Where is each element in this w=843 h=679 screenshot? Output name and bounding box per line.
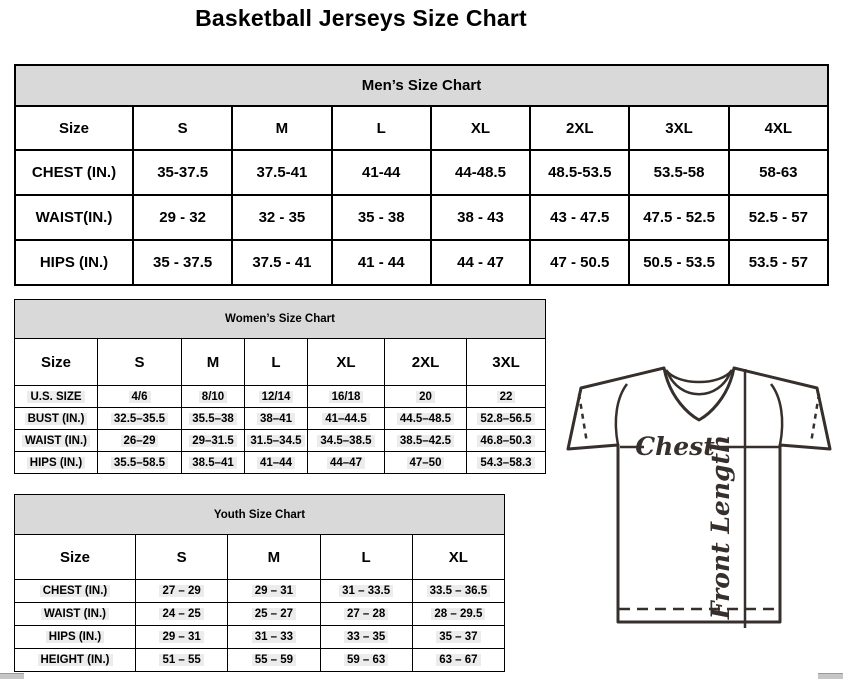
table-row — [15, 408, 546, 430]
cell-text: 33.5 – 36.5 — [427, 585, 491, 597]
column-header: L — [332, 106, 431, 150]
cell — [182, 452, 245, 474]
jersey-measurement-diagram — [556, 357, 841, 637]
cell: 37.5-41 — [232, 150, 331, 195]
row-label-text: HIPS (IN.) — [46, 631, 104, 643]
column-header: Size — [15, 535, 136, 580]
table-row — [15, 580, 505, 603]
cell-text: 35 – 37 — [436, 631, 480, 643]
column-header: 3XL — [629, 106, 728, 150]
cell-text: 38–41 — [257, 413, 295, 425]
cell-text: 25 – 27 — [252, 608, 296, 620]
cell-text: 55 – 59 — [252, 654, 296, 666]
column-header: XL — [431, 106, 530, 150]
cell-text: 47–50 — [407, 457, 445, 469]
left-cuff-stitching — [579, 394, 587, 443]
column-header: S — [98, 339, 182, 386]
table-row — [15, 430, 546, 452]
cell — [412, 580, 504, 603]
cell — [245, 386, 308, 408]
cell-text: 59 – 63 — [344, 654, 388, 666]
column-header: L — [245, 339, 308, 386]
right-cuff-stitching — [811, 394, 819, 443]
left-sleeve-seam — [616, 384, 627, 445]
cell-text: 4/6 — [129, 391, 151, 403]
row-label-text: WAIST (IN.) — [22, 435, 90, 447]
cell — [308, 430, 385, 452]
column-header: 4XL — [729, 106, 828, 150]
column-header: L — [320, 535, 412, 580]
row-label — [15, 603, 136, 626]
row-label — [15, 580, 136, 603]
row-label: CHEST (IN.) — [15, 150, 133, 195]
cell — [412, 649, 504, 672]
cell — [136, 649, 228, 672]
right-sleeve-seam — [771, 384, 782, 445]
cell-text: 20 — [416, 391, 435, 403]
cell: 38 - 43 — [431, 195, 530, 240]
cell — [182, 430, 245, 452]
row-label-text: HEIGHT (IN.) — [38, 654, 113, 666]
cell: 43 - 47.5 — [530, 195, 629, 240]
cell: 52.5 - 57 — [729, 195, 828, 240]
front-length-label: Front Length — [706, 434, 735, 620]
column-header: M — [232, 106, 331, 150]
jersey-outline-icon — [568, 368, 830, 622]
cell: 47 - 50.5 — [530, 240, 629, 285]
cell-text: 24 – 25 — [159, 608, 203, 620]
cell: 44 - 47 — [431, 240, 530, 285]
column-header: XL — [412, 535, 504, 580]
row-label: WAIST(IN.) — [15, 195, 133, 240]
cell: 35 - 37.5 — [133, 240, 232, 285]
row-label: HIPS (IN.) — [15, 240, 133, 285]
table-row — [15, 240, 828, 285]
row-label — [15, 626, 136, 649]
cell — [136, 603, 228, 626]
cell-text: 22 — [497, 391, 516, 403]
cell — [385, 452, 467, 474]
cell — [136, 626, 228, 649]
mens-size-chart-table — [14, 64, 829, 286]
cell — [320, 603, 412, 626]
cell: 41 - 44 — [332, 240, 431, 285]
cell — [182, 408, 245, 430]
cell — [385, 386, 467, 408]
youth-size-chart-table — [14, 494, 505, 672]
cell-text: 31 – 33.5 — [339, 585, 393, 597]
cell-text: 28 – 29.5 — [431, 608, 485, 620]
cell — [412, 603, 504, 626]
cell-text: 27 – 28 — [344, 608, 388, 620]
cell — [228, 603, 320, 626]
cell: 58-63 — [729, 150, 828, 195]
cell: 35 - 38 — [332, 195, 431, 240]
cell — [228, 580, 320, 603]
column-header: XL — [308, 339, 385, 386]
cell — [385, 408, 467, 430]
cell — [308, 408, 385, 430]
table-row — [15, 649, 505, 672]
row-label — [15, 430, 98, 452]
cell-text: 33 – 35 — [344, 631, 388, 643]
women-chart-banner: Women’s Size Chart — [15, 300, 546, 339]
column-header: S — [136, 535, 228, 580]
cell — [320, 580, 412, 603]
cell-text: 44.5–48.5 — [397, 413, 454, 425]
men-chart-banner: Men’s Size Chart — [15, 65, 828, 106]
table-row — [15, 386, 546, 408]
row-label — [15, 649, 136, 672]
cell — [320, 626, 412, 649]
page-title: Basketball Jerseys Size Chart — [195, 5, 527, 31]
youth-chart-banner: Youth Size Chart — [15, 495, 505, 535]
cell — [467, 430, 546, 452]
table-row — [15, 150, 828, 195]
cell — [182, 386, 245, 408]
cell — [412, 626, 504, 649]
bottom-left-fragment — [0, 673, 24, 679]
column-header: 3XL — [467, 339, 546, 386]
cell — [320, 649, 412, 672]
cell — [245, 408, 308, 430]
row-label-text: HIPS (IN.) — [27, 457, 85, 469]
row-label — [15, 408, 98, 430]
cell-text: 27 – 29 — [159, 585, 203, 597]
cell — [245, 452, 308, 474]
womens-size-chart-table — [14, 299, 546, 474]
cell — [385, 430, 467, 452]
cell — [467, 386, 546, 408]
cell-text: 29 – 31 — [252, 585, 296, 597]
cell: 44-48.5 — [431, 150, 530, 195]
table-row — [15, 603, 505, 626]
cell — [308, 386, 385, 408]
cell — [228, 649, 320, 672]
cell-text: 29 – 31 — [159, 631, 203, 643]
cell-text: 12/14 — [259, 391, 294, 403]
cell-text: 32.5–35.5 — [111, 413, 168, 425]
row-label-text: WAIST (IN.) — [41, 608, 109, 620]
cell-text: 41–44.5 — [322, 413, 370, 425]
table-row — [15, 195, 828, 240]
cell: 47.5 - 52.5 — [629, 195, 728, 240]
cell: 35-37.5 — [133, 150, 232, 195]
cell-text: 34.5–38.5 — [317, 435, 374, 447]
cell-text: 29–31.5 — [189, 435, 237, 447]
cell-text: 38.5–41 — [189, 457, 237, 469]
chest-label: Chest — [635, 432, 715, 461]
cell-text: 31.5–34.5 — [247, 435, 304, 447]
column-header: Size — [15, 106, 133, 150]
cell-text: 54.3–58.3 — [477, 457, 534, 469]
cell-text: 35.5–38 — [189, 413, 237, 425]
cell — [98, 452, 182, 474]
cell — [467, 452, 546, 474]
cell — [228, 626, 320, 649]
table-row — [15, 626, 505, 649]
cell-text: 31 – 33 — [252, 631, 296, 643]
cell: 53.5-58 — [629, 150, 728, 195]
cell: 32 - 35 — [232, 195, 331, 240]
cell — [98, 430, 182, 452]
cell-text: 63 – 67 — [436, 654, 480, 666]
row-label-text: BUST (IN.) — [25, 413, 88, 425]
cell — [308, 452, 385, 474]
cell — [245, 430, 308, 452]
collar-icon — [666, 370, 732, 382]
row-label — [15, 452, 98, 474]
cell-text: 8/10 — [199, 391, 227, 403]
row-label-text: U.S. SIZE — [27, 391, 84, 403]
cell-text: 38.5–42.5 — [397, 435, 454, 447]
column-header: Size — [15, 339, 98, 386]
cell: 41-44 — [332, 150, 431, 195]
cell — [136, 580, 228, 603]
cell-text: 51 – 55 — [159, 654, 203, 666]
cell: 29 - 32 — [133, 195, 232, 240]
table-row — [15, 452, 546, 474]
column-header: M — [228, 535, 320, 580]
cell-text: 46.8–50.3 — [477, 435, 534, 447]
cell-text: 44–47 — [327, 457, 365, 469]
cell: 50.5 - 53.5 — [629, 240, 728, 285]
cell: 48.5-53.5 — [530, 150, 629, 195]
cell: 37.5 - 41 — [232, 240, 331, 285]
cell-text: 26–29 — [121, 435, 159, 447]
cell — [467, 408, 546, 430]
column-header: 2XL — [530, 106, 629, 150]
column-header: S — [133, 106, 232, 150]
column-header: 2XL — [385, 339, 467, 386]
cell — [98, 408, 182, 430]
cell-text: 41–44 — [257, 457, 295, 469]
cell-text: 35.5–58.5 — [111, 457, 168, 469]
cell: 53.5 - 57 — [729, 240, 828, 285]
bottom-right-fragment — [818, 673, 843, 679]
cell — [98, 386, 182, 408]
cell-text: 52.8–56.5 — [477, 413, 534, 425]
column-header: M — [182, 339, 245, 386]
cell-text: 16/18 — [329, 391, 364, 403]
row-label — [15, 386, 98, 408]
row-label-text: CHEST (IN.) — [40, 585, 111, 597]
